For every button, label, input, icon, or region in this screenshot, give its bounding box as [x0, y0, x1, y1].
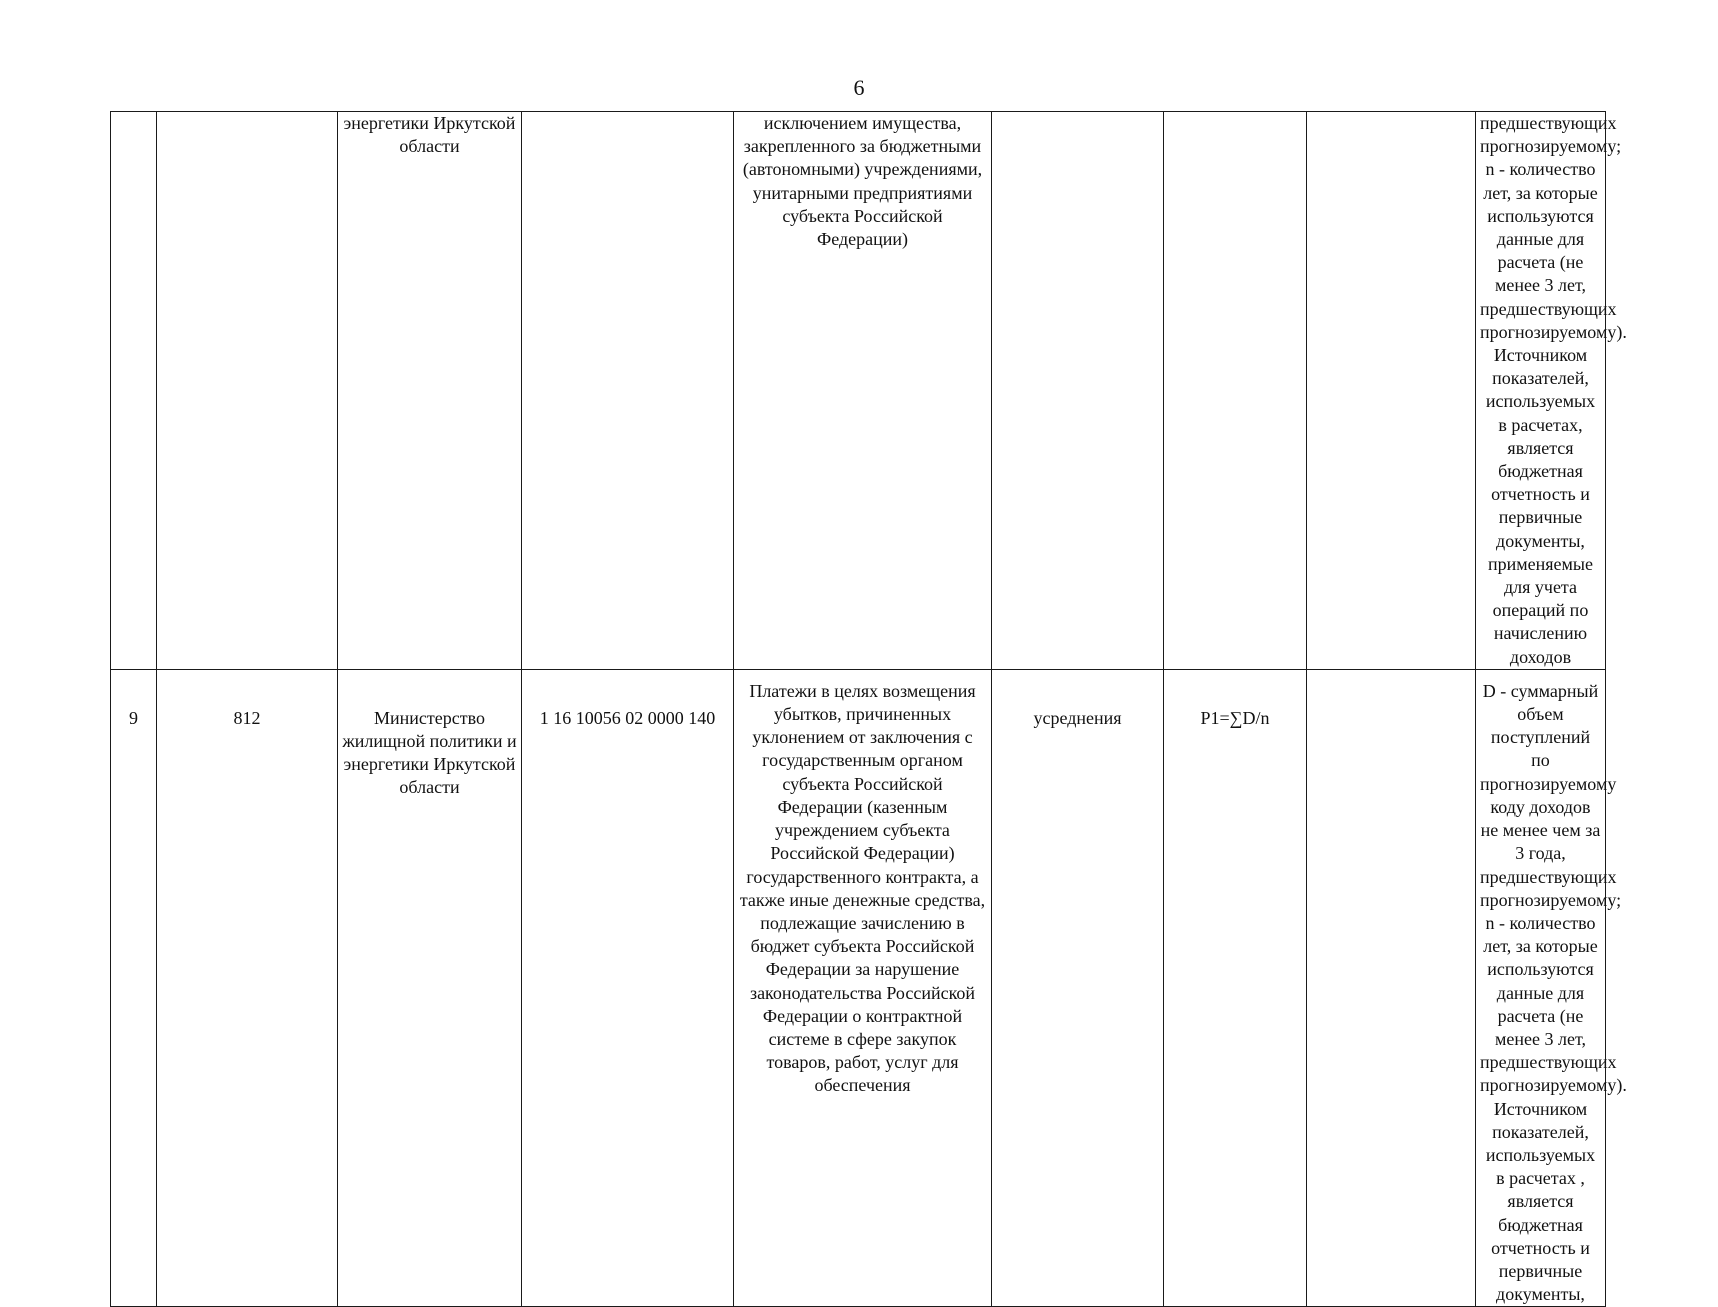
table-row — [111, 112, 1606, 670]
cell-formula: P1=∑D/n — [1164, 669, 1307, 1306]
cell-kbk-code: 1 16 10056 02 0000 140 — [522, 669, 734, 1306]
cell-administrator: Министерство жилищной политики и энергетики Иркутской области — [338, 669, 522, 1306]
cell-description: D - суммарный объем поступлений по прогнозируемому коду доходов не менее чем за 3 года, предшествующих прогнозируемому; n - количество лет, за которые используются данные для расчета (не менее 3 лет, предшествующих прогнозируемому). Источником показателей, используемых в расчетах , является бюджетная отчетность и первичные документы, — [1476, 669, 1606, 1306]
revenue-forecast-table — [110, 111, 1627, 1307]
cell-administrator: энергетики Иркутской области — [338, 112, 522, 670]
cell-algorithm — [1307, 669, 1476, 1306]
cell-row-number — [111, 112, 157, 670]
table-row — [111, 669, 1606, 1306]
cell-method — [992, 112, 1164, 670]
cell-revenue-name: Платежи в целях возмещения убытков, причиненных уклонением от заключения с государственным органом субъекта Российской Федерации (казенным учреждением субъекта Российской Федерации) государственного контракта, а также иные денежные средства, подлежащие зачислению в бюджет субъекта Российской Федерации за нарушение законодательства Российской Федерации о контрактной системе в сфере закупок товаров, работ, услуг для обеспечения — [734, 669, 992, 1306]
cell-admin-code — [157, 112, 338, 670]
cell-algorithm — [1307, 112, 1476, 670]
cell-method: усреднения — [992, 669, 1164, 1306]
cell-description: предшествующих прогнозируемому; n - количество лет, за которые используются данные для расчета (не менее 3 лет, предшествующих прогнозируемому). Источником показателей, используемых в расчетах, является бюджетная отчетность и первичные документы, применяемые для учета операций по начислению доходов — [1476, 112, 1606, 670]
cell-row-number: 9 — [111, 669, 157, 1306]
page-number: 6 — [853, 75, 865, 100]
cell-formula — [1164, 112, 1307, 670]
cell-admin-code: 812 — [157, 669, 338, 1306]
cell-revenue-name: исключением имущества, закрепленного за бюджетными (автономными) учреждениями, унитарными предприятиями субъекта Российской Федерации) — [734, 112, 992, 670]
cell-kbk-code — [522, 112, 734, 670]
